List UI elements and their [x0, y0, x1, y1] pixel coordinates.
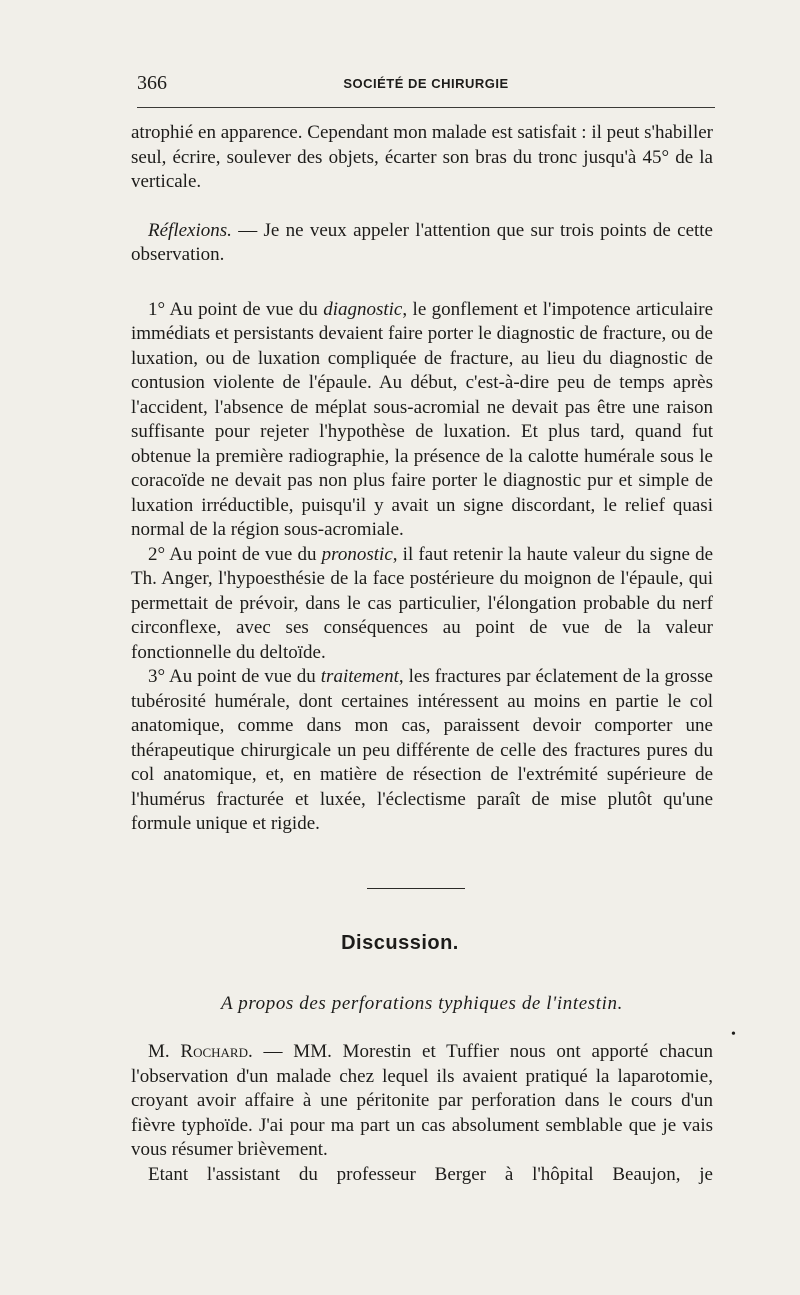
diagnostic-text: , le gonflement et l'impotence articulaire immédiats et persistants devaient faire porter le diagnostic de fracture, ou de luxation, ou de luxation compliquée de fracture, au lieu du diagnostic de contusion violente de l'épaule. Au début, c'est-à-dire peu de temps après l'accident, l'absence de méplat sous-acromial ne devait pas être une raison suffisante pour rejeter l'hypothèse de luxation. Et plus tard, quand fut obtenue la première radiographie, la présence de la calotte humérale sous le coracoïde ne devait pas non plus faire porter le diagnostic pur et simple de luxation irréductible, puisqu'il y avait un signe discordant, le relief quasi normal de la région sous-acromiale. [131, 298, 713, 540]
paragraph-reflexions [131, 219, 713, 268]
discussion-body [131, 1040, 713, 1187]
paragraph-pronostic [131, 543, 713, 666]
paragraph-diagnostic [131, 298, 713, 543]
pronostic-text: , il faut retenir la haute valeur du signe de Th. Anger, l'hypoesthésie de la face postérieure du moignon de l'épaule, qui permettait de prévoir, dans le cas particulier, l'élongation probable du nerf circonflexe, avec ses conséquences au point de vue de la valeur fonctionnelle du deltoïde. [131, 543, 713, 663]
pronostic-lead: 2° Au point de vue du [148, 543, 322, 565]
page-header [137, 70, 715, 100]
section-separator [367, 888, 465, 889]
traitement-text: , les fractures par éclatement de la grosse tubérosité humérale, dont certaines intéressent au moins en partie le col anatomique, comme dans mon cas, paraissent devoir comporter une thérapeutique chirurgicale un peu différente de celle des fractures pures du col anatomique, et, en matière de résection de l'extrémité supérieure de l'humérus fracturée et luxée, l'éclectisme paraît de mise plutôt qu'une formule unique et rigide. [131, 666, 713, 834]
margin-mark: • [731, 1027, 736, 1042]
paragraph-conclusion: atrophié en apparence. Cependant mon malade est satisfait : il peut s'habiller seul, écrire, soulever des objets, écarter son bras du tronc jusqu'à 45° de la verticale. [131, 122, 713, 192]
diagnostic-lead: 1° Au point de vue du [148, 298, 324, 320]
article-body [131, 121, 713, 837]
pronostic-term: pronostic [321, 543, 393, 565]
page-number: 366 [137, 72, 167, 94]
rochard-text: — MM. Morestin et Tuffier nous ont apporté chacun l'observation d'un malade chez lequel ils avaient pratiqué la laparotomie, croyant avoir affaire à une péritonite par perforation dans le cours d'un fièvre typhoïde. J'ai pour ma part un cas absolument semblable que je vais vous résumer brièvement. [131, 1041, 713, 1160]
traitement-term: traitement [320, 666, 399, 687]
paragraph-rochard [131, 1040, 713, 1163]
header-rule [137, 107, 715, 108]
reflexions-label: Réflexions. [148, 219, 232, 241]
running-head: SOCIÉTÉ DE CHIRURGIE [343, 76, 509, 91]
diagnostic-term: diagnostic [323, 298, 403, 320]
speaker-name: M. Rochard. [148, 1041, 253, 1062]
section-subtitle: A propos des perforations typhiques de l'intestin. [221, 993, 623, 1014]
reflexions-text: — Je ne veux appeler l'attention que sur trois points de cette observation. [131, 219, 713, 265]
paragraph-beaujon: Etant l'assistant du professeur Berger à l'hôpital Beaujon, je [148, 1163, 713, 1185]
paragraph-traitement [131, 665, 713, 837]
traitement-lead: 3° Au point de vue du [148, 666, 321, 687]
section-title: Discussion. [341, 932, 459, 954]
